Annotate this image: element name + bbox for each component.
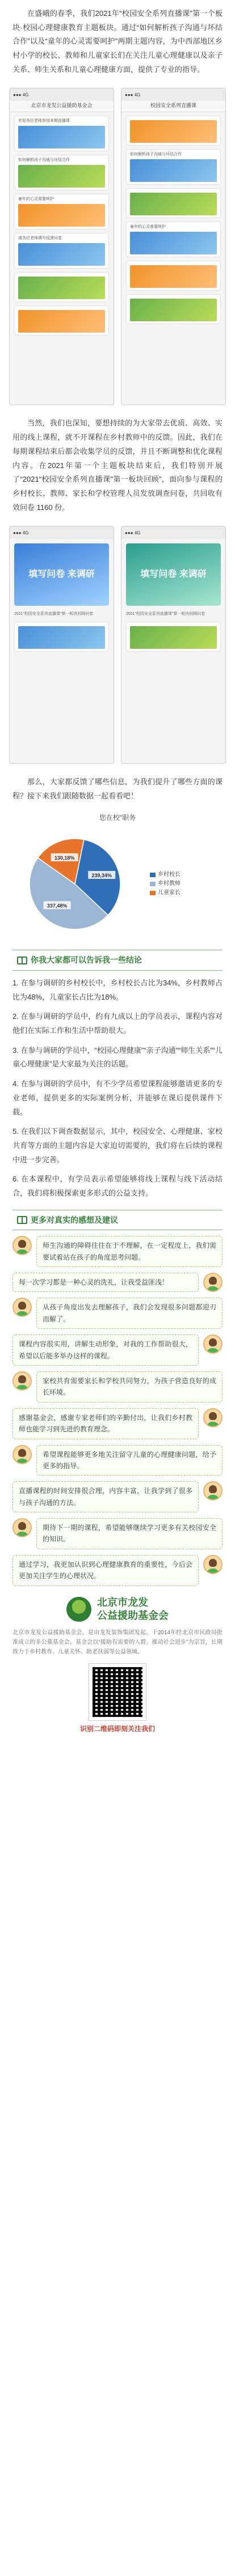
survey-caption: 2021“校园安全系列直播课”第一板块回顾问卷: [126, 612, 205, 617]
chart-legend: [150, 870, 181, 898]
status-bar: ●●● 4G: [10, 526, 114, 539]
article: [0, 7, 235, 1736]
feedback-text: 直播课程的时间安排很合理，内容丰富，让我学到了很多与孩子沟通的方法。: [12, 1481, 199, 1512]
chat-bubble: [126, 188, 221, 218]
avatar: [203, 1555, 223, 1574]
screenshot-row-2: [0, 521, 235, 768]
pie-label-1: 337,48%: [47, 903, 68, 909]
feedback-item: [12, 1273, 223, 1292]
after-paragraph: 那么，大家都反馈了哪些信息，为我们提升了哪些方面的课程？接下来我们跟随数据一起看看吧！: [12, 777, 223, 800]
qr-code[interactable]: [89, 1664, 146, 1720]
org-description: 北京市龙发公益援助基金会，是由龙发装饰集团发起，于2014年经北京市民政局批准成立的非公募基金会。基金会以“援助有需要的人群，推动社会进步”为宗旨，长期致力于乡村教育、儿童关怀、助老扶弱等公益领域。: [12, 1630, 223, 1656]
legend-item-1: [150, 879, 181, 889]
feedback-text: 每一次学习都是一种心灵的洗礼，让我受益匪浅！: [12, 1273, 199, 1292]
feedback-item: [12, 1481, 223, 1512]
list-item: 2. 在参与调研的学员中，约有九成以上的学员表示，课程内容对他们在实际工作和生活中帮助很大。: [12, 1012, 223, 1035]
avatar: [203, 1408, 223, 1427]
feedback-text: 从孩子角度出发去理解孩子，我们会发现很多问题都迎刃而解了。: [36, 1298, 223, 1329]
pie-label-0: 239,34%: [91, 873, 112, 879]
status-bar: ●●● 4G: [121, 526, 225, 539]
footer: [12, 1596, 223, 1736]
chat-title: 校园安全系列直播课: [121, 101, 225, 112]
feedback-item: [12, 1334, 223, 1366]
phone-screenshot-right: [121, 88, 226, 405]
legend-label: 儿童家长: [158, 890, 181, 896]
feedback-item: [12, 1518, 223, 1549]
legend-swatch: [150, 873, 156, 877]
mid-paragraph: 当然，我们也深知，要想持续的为大家带去优质、高效、实用的线上课程，就不开课程在乡村教师中的反馈。因此，我们在每期课程结束后都会收集学员的反馈，并且不断调整和优化课程内容。在2021年第一个主题板块结束后，我们特别开展了“2021“校园安全系列直播课”第一板块回顾”，面向参与课程的乡村校长、教师、家长和学校管理人员发放调查问卷，共回收有效问卷 1160 份。: [12, 419, 223, 512]
phone-screenshot-left: [9, 88, 114, 405]
avatar: [12, 1298, 32, 1317]
list-item: 5. 在我们以下调查数据显示，其中，校园安全、心理健康、家校共育等方面的主题内容是大家迫切需要的，我们将在后续的课程中进一步完善。: [12, 1127, 223, 1164]
feedback-text: 师生沟通的障碍往往在于不理解，在一定程度上，我们需要试着站在孩子的角度思考问题。: [36, 1236, 223, 1267]
avatar: [12, 1236, 32, 1255]
org-name: 北京市龙发 公益援助基金会: [97, 1596, 169, 1622]
avatar: [12, 1445, 32, 1464]
chat-bubble: [126, 261, 221, 291]
survey-banner: 填写问卷 来调研: [14, 543, 109, 606]
chat-bubble: [126, 622, 221, 652]
feedback-item: [12, 1408, 223, 1439]
phone-survey-right: [121, 526, 226, 764]
chat-bubble: 请各位老师填写反馈问卷: [14, 233, 109, 269]
chat-title: 北京市龙发公益援助基金会: [10, 101, 114, 112]
list-item: 4. 在参与调研的学员中，有不少学员希望课程能够邀请更多的专业老师，提供更多的实际案例分析，并能够在课后提供课件下载。: [12, 1079, 223, 1116]
feedback-list: [0, 1236, 235, 1585]
pie-svg: [12, 827, 143, 941]
feedback-text: 期待下一期的课程，希望能够继续学习更多有关校园安全的知识。: [36, 1518, 223, 1549]
feedback-text: 课程内容很实用，讲解生动形象，对我的工作帮助很大，希望以后能多举办这样的课程。: [12, 1334, 199, 1366]
section-title: 更多对真实的感想及建议: [31, 1215, 118, 1225]
feedback-item: [12, 1445, 223, 1476]
feedback-item: [12, 1236, 223, 1267]
list-item: 6. 在本课程中，有学员表示希望能够将线上课程与线下活动结合，我们将积极探索更多形式的公益支持。: [12, 1175, 223, 1197]
list-item: 1. 在参与调研的乡村校长中，乡村校长占比为34%，乡村教师占比为48%，儿童家长占比为18%。: [12, 979, 223, 1001]
findings-list: [0, 976, 235, 1201]
survey-banner: 填写问卷 来调研: [126, 543, 221, 606]
feedback-item: [12, 1371, 223, 1402]
feedback-item: [12, 1298, 223, 1329]
chat-bubble: 童年的心灵需要呵护: [14, 194, 109, 229]
feedback-text: 感谢基金会，感谢专家老师们的辛勤付出，让我们乡村教师也能学习到先进的教育理念。: [12, 1408, 199, 1439]
chat-bubble: [126, 294, 221, 324]
chat-bubble: 如何解析孩子沟通与坏结合作: [14, 155, 109, 190]
chat-bubble: [14, 272, 109, 302]
chart-title: 您在校"职务: [99, 813, 136, 822]
legend-item-0: [150, 870, 181, 879]
book-icon: [17, 1216, 27, 1224]
survey-caption: 2021“校园安全系列直播课”第一板块回顾问卷: [14, 612, 94, 617]
feedback-text: 希望课程能够更多地关注留守儿童的心理健康问题，给予更多的指导。: [36, 1445, 223, 1476]
list-item: 3. 在参与调研的学员中，“校园心理健康”“亲子沟通”“师生关系”“儿童心理健康”是大家最为关注的话题。: [12, 1045, 223, 1069]
screenshot-row-1: [0, 83, 235, 410]
pie-chart: [12, 811, 223, 941]
chat-bubble: 如何解析孩子沟通与坏结合作: [126, 149, 221, 185]
legend-label: 乡村教师: [158, 881, 181, 887]
status-bar: ●●● 4G: [10, 88, 114, 101]
intro-paragraph: 在盛峨的春季，我们2021年“校园安全系列直播课”第一个板块·校园心理健康教育主题板块。通过“如何解析孩子沟通与坏结合作”以及“童年的心灵需要呵护”两期主题内容，为中西部地区乡村小学的校长、教师和儿童家长们在关注儿童心理健康以及亲子关系、师生关系和儿童心理健康方面，提供了专业的指导。: [12, 9, 223, 74]
section-header-feedback: [12, 1210, 223, 1231]
feedback-item: [12, 1555, 223, 1586]
status-bar: ●●● 4G: [121, 88, 225, 101]
feedback-text: 家校共育需要家长和学校共同努力，为孩子营造良好的成长环境。: [36, 1371, 223, 1402]
avatar: [203, 1334, 223, 1354]
chat-bubble: [126, 116, 221, 146]
logo-icon: [66, 1597, 91, 1622]
chat-bubble: 童年的心灵需要呵护: [126, 222, 221, 257]
avatar: [203, 1481, 223, 1500]
legend-swatch: [150, 891, 156, 895]
section-header-conclusions: [12, 950, 223, 971]
chat-bubble: [14, 622, 109, 652]
pie-label-2: 130,18%: [54, 855, 75, 861]
legend-swatch: [150, 882, 156, 886]
feedback-text: 通过学习，我更加认识到心理健康教育的重要性，今后会更加关注学生的心理状况。: [12, 1555, 199, 1586]
avatar: [12, 1371, 32, 1391]
chat-bubble: 欢迎各位老师参加本期直播课: [14, 116, 109, 151]
org-logo: [12, 1596, 223, 1623]
phone-survey-left: [9, 526, 114, 764]
section-title: 你我大家都可以告诉我一些结论: [31, 955, 142, 965]
qr-caption: 识别二维码即刻关注我们: [79, 1725, 155, 1733]
book-icon: [17, 957, 27, 964]
chat-bubble: [14, 305, 109, 335]
legend-label: 乡村校长: [158, 872, 181, 878]
legend-item-2: [150, 889, 181, 898]
avatar: [12, 1518, 32, 1537]
avatar: [203, 1273, 223, 1292]
